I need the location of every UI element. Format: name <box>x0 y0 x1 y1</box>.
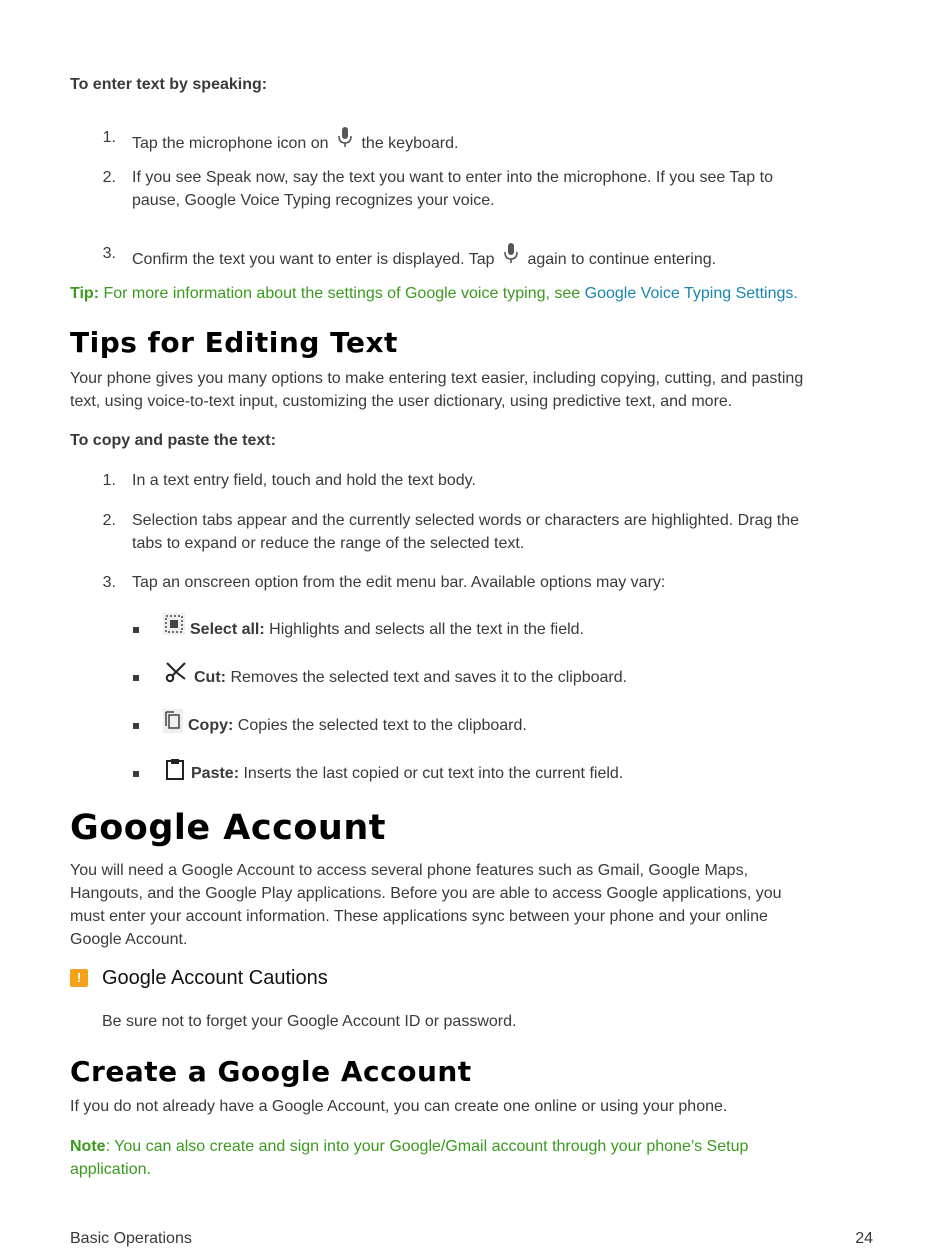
note-line: application. <box>70 1161 151 1178</box>
option-desc: Copies the selected text to the clipboard. <box>237 717 527 734</box>
option-paste <box>191 765 623 783</box>
step-number: 1. <box>102 472 116 489</box>
speaking-heading: To enter text by speaking: <box>70 76 268 93</box>
para-line: Hangouts, and the Google Play applications. Before you are able to access Google applications, you <box>70 885 782 902</box>
google-account-paragraph <box>70 859 782 951</box>
create-account-text: If you do not already have a Google Account, you can create one online or using your phone. <box>70 1098 728 1115</box>
option-label: Select all: <box>190 621 265 638</box>
list-item <box>132 509 799 555</box>
microphone-icon <box>503 242 519 264</box>
para-line: must enter your account information. These applications sync between your phone and your online <box>70 908 768 925</box>
caution-text: Be sure not to forget your Google Account ID or password. <box>102 1013 517 1030</box>
step-number: 3. <box>102 245 116 262</box>
step-text: tabs to expand or reduce the range of the selected text. <box>132 535 525 552</box>
list-item <box>132 469 476 492</box>
option-label: Paste: <box>191 765 240 782</box>
caution-icon: ! <box>70 969 88 987</box>
step-text: Confirm the text you want to enter is displayed. Tap <box>132 251 495 268</box>
note <box>70 1135 748 1181</box>
page-number: 24 <box>855 1230 873 1247</box>
list-item <box>132 242 716 271</box>
bullet <box>133 771 139 777</box>
option-copy <box>188 717 527 735</box>
list-item <box>132 126 458 155</box>
option-label: Copy: <box>188 717 234 734</box>
copy-heading: To copy and paste the text: <box>70 432 276 449</box>
option-desc: Inserts the last copied or cut text into the current field. <box>243 765 624 782</box>
list-item <box>132 166 773 212</box>
bullet <box>133 723 139 729</box>
option-select-all <box>190 621 584 639</box>
step-text: Tap the microphone icon on <box>132 135 329 152</box>
step-text: again to continue entering. <box>527 251 717 268</box>
step-text: Tap an onscreen option from the edit menu bar. Available options may vary: <box>132 574 666 591</box>
option-desc: Removes the selected text and saves it to the clipboard. <box>230 669 628 686</box>
bullet <box>133 675 139 681</box>
create-account-title: Create a Google Account <box>70 1055 472 1088</box>
clipboard-icon <box>165 758 185 785</box>
list-item <box>132 571 665 594</box>
intro-line: Your phone gives you many options to make entering text easier, including copying, cutting, and pasting <box>70 370 804 387</box>
scissors-icon <box>164 660 188 689</box>
step-text: If you see Speak now, say the text you want to enter into the microphone. If you see Tap to <box>132 169 773 186</box>
microphone-icon <box>337 126 353 148</box>
step-text: In a text entry field, touch and hold the text body. <box>132 472 476 489</box>
step-number: 1. <box>102 129 116 146</box>
intro-line: text, using voice-to-text input, customizing the user dictionary, using predictive text, and more. <box>70 393 733 410</box>
step-number: 2. <box>102 169 116 186</box>
option-label: Cut: <box>194 669 226 686</box>
footer-section: Basic Operations <box>70 1230 192 1247</box>
tip-label: Tip: <box>70 285 100 302</box>
copy-icon <box>163 709 183 738</box>
note-label: Note <box>70 1138 106 1155</box>
tips-intro <box>70 367 803 413</box>
option-desc: Highlights and selects all the text in the field. <box>269 621 584 638</box>
note-line <box>70 1135 748 1158</box>
para-line: Google Account. <box>70 931 188 948</box>
tips-title: Tips for Editing Text <box>70 326 398 359</box>
bullet <box>133 627 139 633</box>
note-text: : You can also create and sign into your Google/Gmail account through your phone’s Setup <box>105 1138 749 1155</box>
tip-end: . <box>793 285 798 302</box>
step-text: Selection tabs appear and the currently selected words or characters are highlighted. Drag the <box>132 512 800 529</box>
step-text: the keyboard. <box>361 135 459 152</box>
option-cut <box>194 669 627 687</box>
step-number: 2. <box>102 512 116 529</box>
caution-title: Google Account Cautions <box>102 967 328 989</box>
tip-text: For more information about the settings of Google voice typing, see <box>103 285 581 302</box>
google-account-title: Google Account <box>70 808 386 848</box>
step-number: 3. <box>102 574 116 591</box>
select-all-icon <box>163 613 185 640</box>
voice-typing-settings-link[interactable]: Google Voice Typing Settings <box>584 285 794 302</box>
para-line: You will need a Google Account to access several phone features such as Gmail, Google Maps, <box>70 862 749 879</box>
step-text: pause, Google Voice Typing recognizes your voice. <box>132 192 495 209</box>
tip <box>70 285 798 303</box>
